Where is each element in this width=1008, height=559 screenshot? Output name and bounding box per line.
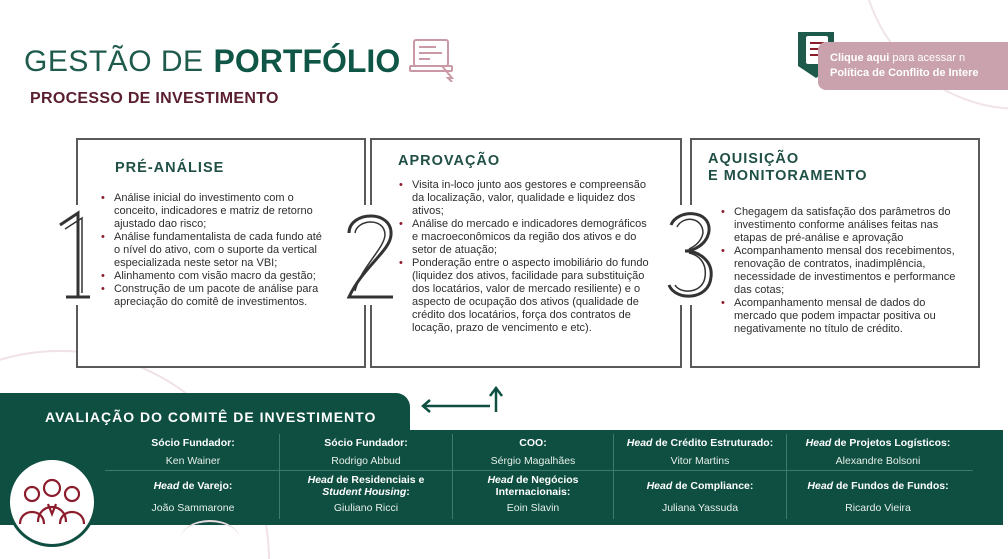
member-role: COO: bbox=[519, 437, 547, 449]
member-role-text: de Compliance: bbox=[672, 480, 754, 492]
member-role-italic: Head bbox=[646, 480, 673, 492]
committee-member bbox=[792, 480, 964, 514]
decorative-arc bbox=[180, 520, 240, 559]
committee-row-divider bbox=[105, 470, 973, 471]
step-number-1 bbox=[56, 205, 96, 310]
member-name: Sérgio Magalhães bbox=[490, 455, 576, 467]
committee-member bbox=[280, 474, 452, 514]
member-role-italic: Head bbox=[307, 474, 334, 486]
member-role bbox=[614, 480, 786, 492]
member-name: Rodrigo Abbud bbox=[331, 455, 401, 467]
step-title-aquisicao bbox=[708, 151, 867, 185]
list-item: • Construção de um pacote de análise para apreciação do comitê de investimentos. bbox=[100, 283, 330, 309]
member-role-italic: Student Housing bbox=[322, 486, 407, 498]
committee-title: AVALIAÇÃO DO COMITÊ DE INVESTIMENTO bbox=[45, 409, 377, 425]
committee-member bbox=[107, 480, 279, 514]
member-role bbox=[107, 480, 279, 492]
member-role-italic: Head bbox=[626, 437, 653, 449]
member-role-text: de Residenciais e bbox=[333, 474, 425, 486]
member-role-text: de Projetos Logísticos: bbox=[831, 437, 951, 449]
member-name: Vitor Martins bbox=[670, 455, 730, 467]
step-title-line: AQUISIÇÃO bbox=[708, 151, 800, 167]
step-title-aprovacao: APROVAÇÃO bbox=[398, 153, 501, 169]
committee-member bbox=[447, 437, 619, 467]
member-name: Juliana Yassuda bbox=[661, 502, 739, 514]
member-role-text: de Crédito Estruturado: bbox=[652, 437, 774, 449]
step-title-line: E MONITORAMENTO bbox=[708, 168, 868, 184]
member-role-italic: Head bbox=[805, 437, 832, 449]
policy-link-cta: Clique aqui bbox=[830, 52, 890, 64]
step-list-aquisicao bbox=[720, 206, 970, 336]
committee-member bbox=[614, 437, 786, 467]
member-role-italic: Head bbox=[807, 480, 834, 492]
member-role bbox=[280, 474, 452, 486]
committee-member bbox=[280, 437, 452, 467]
list-item: • Acompanhamento mensal de dados do mercado que podem impactar positiva ou negativamente no título de crédito. bbox=[720, 297, 970, 336]
member-role bbox=[792, 480, 964, 492]
member-name: Ken Wainer bbox=[165, 455, 221, 467]
cycle-arrow-icon bbox=[420, 386, 506, 421]
step-number-2 bbox=[343, 205, 399, 310]
committee-member bbox=[792, 437, 964, 467]
section-subtitle: PROCESSO DE INVESTIMENTO bbox=[30, 90, 279, 107]
member-name: Ricardo Vieira bbox=[845, 502, 911, 514]
member-role-italic: Head bbox=[153, 480, 180, 492]
list-item: • Análise fundamentalista de cada fundo até o nível do ativo, com o suporte da vertical especializada neste setor na VBI; bbox=[100, 231, 330, 270]
step-title-pre-analise: PRÉ-ANÁLISE bbox=[115, 160, 225, 176]
member-name: Alexandre Bolsoni bbox=[835, 455, 921, 467]
member-role: Sócio Fundador: bbox=[324, 437, 408, 449]
committee-member bbox=[614, 480, 786, 514]
member-role bbox=[792, 437, 964, 449]
member-role: Internacionais: bbox=[495, 486, 571, 498]
member-name: Giuliano Ricci bbox=[333, 502, 399, 514]
conflict-policy-link[interactable] bbox=[818, 42, 1008, 90]
step-list-pre-analise bbox=[100, 192, 330, 309]
list-item: • Chegagem da satisfação dos parâmetros do investimento conforme análises feitas nas etapas de pré-análise e aprovação bbox=[720, 206, 970, 245]
people-icon bbox=[7, 457, 97, 547]
list-item: • Acompanhamento mensal dos recebimentos, renovação de contratos, inadimplência, necessidade de investimentos e performance das cotas; bbox=[720, 245, 970, 297]
document-hand-icon bbox=[408, 36, 458, 87]
member-role bbox=[447, 474, 619, 486]
policy-link-text: para acessar n bbox=[889, 52, 966, 64]
committee-member bbox=[107, 437, 279, 467]
step-list-aprovacao bbox=[398, 179, 653, 335]
member-name: Eoin Slavin bbox=[506, 502, 560, 514]
list-item: • Ponderação entre o aspecto imobiliário do fundo (liquidez dos ativos, facilidade para substituição dos locatários, valor de mercado resiliente) e o aspecto de ocupação dos ativos (qualidade de crédito dos locatários, força dos contratos de locação, prazo de vencimento e etc). bbox=[398, 257, 653, 335]
member-role-text: : bbox=[406, 486, 410, 498]
page-title-light: GESTÃO DE bbox=[24, 44, 204, 78]
list-item: • Análise do mercado e indicadores demográficos e macroeconômicos da região dos ativos e do setor de atuação; bbox=[398, 218, 653, 257]
list-item: • Alinhamento com visão macro da gestão; bbox=[100, 270, 330, 283]
committee-member bbox=[447, 474, 619, 514]
member-role-text: de Negócios bbox=[513, 474, 579, 486]
member-role bbox=[280, 486, 452, 498]
list-item: • Visita in-loco junto aos gestores e compreensão da localização, valor, qualidade e liquidez dos ativos; bbox=[398, 179, 653, 218]
policy-link-title: Política de Conflito de Intere bbox=[830, 67, 979, 79]
page-title-bold: PORTFÓLIO bbox=[213, 43, 401, 79]
member-role-text: de Fundos de Fundos: bbox=[833, 480, 949, 492]
committee-col-divider bbox=[786, 434, 787, 519]
member-role: Sócio Fundador: bbox=[151, 437, 235, 449]
step-number-3 bbox=[663, 205, 719, 310]
list-item: • Análise inicial do investimento com o conceito, indicadores e matriz de retorno ajustado dao risco; bbox=[100, 192, 330, 231]
member-role bbox=[614, 437, 786, 449]
member-name: João Sammarone bbox=[151, 502, 235, 514]
member-role-italic: Head bbox=[487, 474, 514, 486]
member-role-text: de Varejo: bbox=[179, 480, 233, 492]
page-title bbox=[24, 36, 458, 87]
